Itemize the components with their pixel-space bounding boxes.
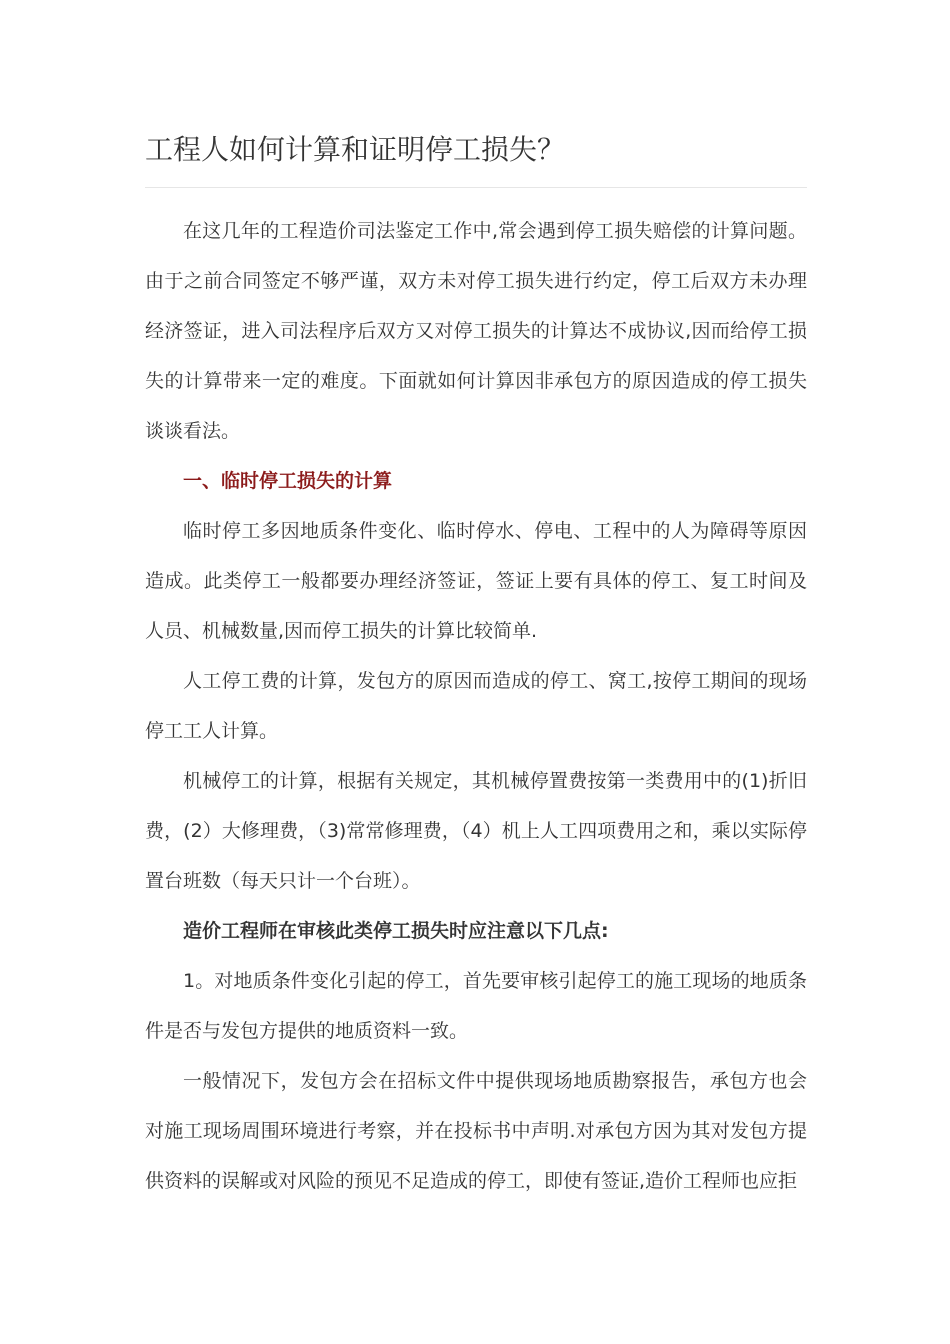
- title-divider: [145, 187, 807, 188]
- section-heading-temporary-stoppage: 一、临时停工损失的计算: [183, 470, 393, 492]
- article-title: 工程人如何计算和证明停工损失？: [145, 133, 566, 166]
- paragraph-point-1: 1。对地质条件变化引起的停工，首先要审核引起停工的施工现场的地质条件是否与发包方提供的地质资料一致。: [145, 970, 807, 1042]
- paragraph-machine-cost: 机械停工的计算，根据有关规定，其机械停置费按第一类费用中的(1)折旧费，(2）大修理费，（3)常常修理费，（4）机上人工四项费用之和，乘以实际停置台班数（每天只计一个台班）。: [145, 770, 807, 892]
- paragraph-labor-cost: 人工停工费的计算，发包方的原因而造成的停工、窝工,按停工期间的现场停工工人计算。: [145, 670, 807, 742]
- article: [145, 126, 807, 1206]
- paragraph-review-notes-heading: 造价工程师在审核此类停工损失时应注意以下几点:: [183, 920, 609, 942]
- paragraph-temporary-causes: 临时停工多因地质条件变化、临时停水、停电、工程中的人为障碍等原因造成。此类停工一般都要办理经济签证，签证上要有具体的停工、复工时间及人员、机械数量,因而停工损失的计算比较简单.: [145, 520, 807, 642]
- paragraph-general-case: 一般情况下，发包方会在招标文件中提供现场地质勘察报告，承包方也会对施工现场周围环境进行考察，并在投标书中声明.对承包方因为其对发包方提供资料的误解或对风险的预见不足造成的停工，即使有签证,造价工程师也应拒: [145, 1070, 807, 1192]
- paragraph-intro: 在这几年的工程造价司法鉴定工作中,常会遇到停工损失赔偿的计算问题。由于之前合同签定不够严谨，双方未对停工损失进行约定，停工后双方未办理经济签证，进入司法程序后双方又对停工损失的计算达不成协议,因而给停工损失的计算带来一定的难度。下面就如何计算因非承包方的原因造成的停工损失谈谈看法。: [145, 220, 807, 442]
